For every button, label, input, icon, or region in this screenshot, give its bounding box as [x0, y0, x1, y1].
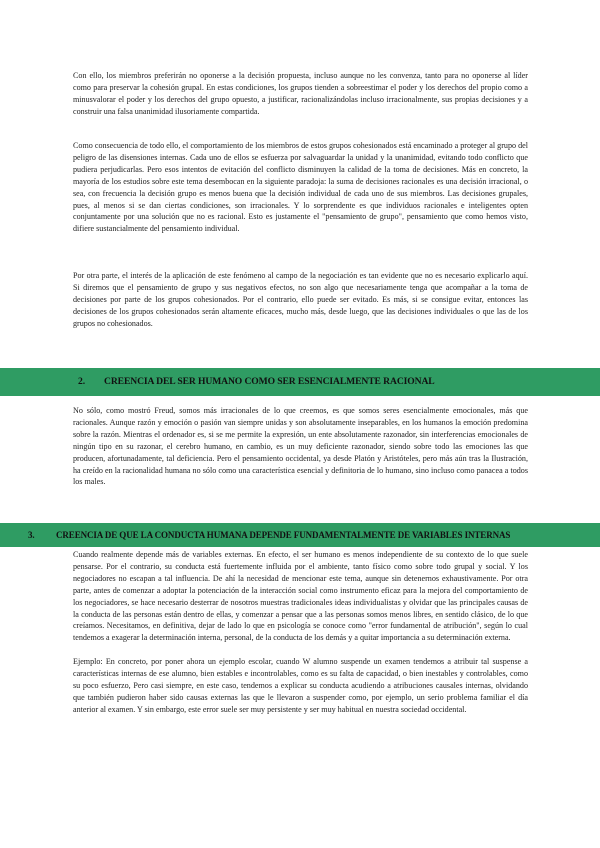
paragraph-1: Con ello, los miembros preferirán no oponerse a la decisión propuesta, incluso aunque no les convenza, tanto para no oponerse al líder como para preservar la cohesión grupal. En estas condiciones, los grupos tienden a sobreestimar el poder y los derechos del propio como a minusvalorar el poder y los derechos del grupo opuesto, a justificar, racionalizándolas incluso irracionalmente, sus propias decisiones y a construir una falsa unanimidad ilusoriamente compartida. [73, 71, 528, 116]
section-3-title: CREENCIA DE QUE LA CONDUCTA HUMANA DEPENDE FUNDAMENTALMENTE DE VARIABLES INTERNAS [56, 530, 511, 540]
section-2-header [0, 368, 600, 396]
paragraph-5: Cuando realmente depende más de variables externas. En efecto, el ser humano es menos independiente de su contexto de lo que suele pensarse. Por el contrario, su conducta está fuertemente influida por el ambiente, tanto físico como sobre todo grupal y social. Y los negociadores no escapan a tal influencia. De ahí la necesidad de mencionar este tema, aunque sin detenernos exhaustivamente. Por otra parte, antes de comenzar a adoptar la potenciación de la interacción social como instrumento eficaz para la mejora del comportamiento de los negociadores, se hace necesario desterrar de nosotros muestras tradicionales ideas individualistas y olvidar que las principales causas de la conducta de las personas están dentro de ellas, y comenzar a pensar que a las personas somos menos libres, en sentido clásico, de lo que creíamos. Necesitamos, en definitiva, dejar de lado lo que en psicología se conoce como "error fundamental de atribución", según lo cual tendemos a exagerar la determinación interna, personal, de la conducta de los demás y a quitar importancia a su determinación externa. [73, 550, 528, 643]
paragraph-6: Ejemplo: En concreto, por poner ahora un ejemplo escolar, cuando W alumno suspende un examen tendemos a atribuir tal suspense a características internas de ese alumno, bien estables e incontrolables, como es su falta de capacidad, o bien inestables y controlables, como su poco esfuerzo, Pero casi siempre, en este caso, tendemos a explicar su conducta acudiendo a atribuciones causales internas, olvidando que también pudieron haber sido causas externas las que le llevaron a suspender como, por ejemplo, un serio problema familiar el día anterior al examen. Y sin embargo, este error suele ser muy persistente y ser muy habitual en nuestra sociedad occidental. [73, 657, 528, 714]
section-2-number: 2. [78, 376, 85, 387]
section-2-title: CREENCIA DEL SER HUMANO COMO SER ESENCIALMENTE RACIONAL [104, 376, 435, 387]
section-3-header [0, 523, 600, 547]
paragraph-4: No sólo, como mostró Freud, somos más irracionales de lo que creemos, es que somos seres esencialmente emocionales, más que racionales. Aunque razón y emoción o pasión van siempre unidas y son absolutamente inseparables, en los humanos la emoción predomina sobre la razón. Mientras el ordenador es, si se me permite la expresión, un ente absolutamente razonador, sin interferencias emocionales de ningún tipo en su razonar, el cerebro humano, en cambio, es un muy deficiente razonador, siendo sobre todo las emociones las que producen, afortunadamente, tal deficiencia. Pero el pensamiento occidental, ya desde Platón y Aristóteles, pero más aún tras la Ilustración, ha creído en la racionalidad humana no sólo como una característica esencial y definitoria de lo humano, sino incluso como panacea a todos los males. [73, 406, 528, 487]
section-3-number: 3. [28, 530, 35, 540]
paragraph-2: Como consecuencia de todo ello, el comportamiento de los miembros de estos grupos cohesionados está encaminado a proteger al grupo del peligro de las disensiones internas. Cada uno de ellos se esfuerza por salvaguardar la unidad y la unanimidad, evitando todo conflicto que pudiera perjudicarlas. Pero esos intentos de evitación del conflicto disminuyen la calidad de la toma de decisiones. Más en concreto, la mayoría de los estudios sobre este tema desembocan en la siguiente paradoja: la suma de decisiones racionales es una decisión irracional, o sea, con frecuencia la decisión grupo es menos buena que la decisión individual de cada uno de sus miembros. Las decisiones grupales, pues, al menos si se dan ciertas condiciones, son irracionales. Y lo sorprendente es que individuos racionales e inteligentes opten conjuntamente por una solución que no es racional. Esto es justamente el "pensamiento de grupo", pensamiento que como hemos visto, difiere sustancialmente del pensamiento individual. [73, 141, 528, 234]
paragraph-3: Por otra parte, el interés de la aplicación de este fenómeno al campo de la negociación es tan evidente que no es necesario explicarlo aquí. Si diremos que el pensamiento de grupo y sus negativos efectos, no son algo que necesariamente tenga que acompañar a la toma de decisiones por parte de los grupos cohesionados. Por el contrario, ello puede ser evitado. Es más, si se consigue evitar, entonces las decisiones de los grupos cohesionados serán altamente eficaces, mucho más, desde luego, que las decisiones individuales o que las de los grupos no cohesionados. [73, 271, 528, 328]
